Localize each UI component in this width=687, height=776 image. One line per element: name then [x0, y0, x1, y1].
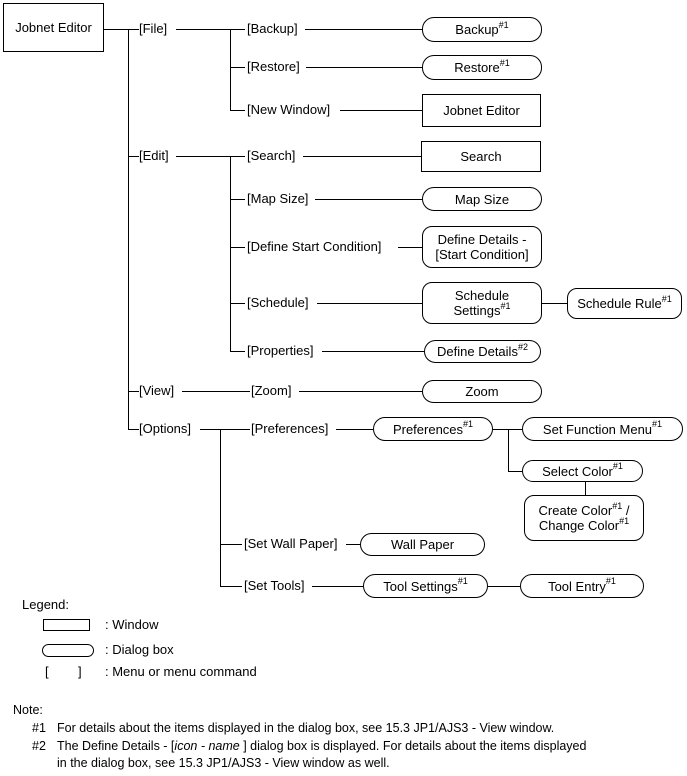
map-size-dialog-box [422, 187, 542, 211]
root-window-label: Jobnet Editor [15, 20, 92, 35]
menu-label-file: [File] [139, 21, 168, 36]
menu-label-map-size: [Map Size] [247, 191, 309, 206]
connector [312, 586, 363, 587]
connector [488, 586, 520, 587]
schedule-rule-dialog-box [567, 288, 682, 319]
dialog-label-line2: Settings$^{\#1}$ [453, 300, 511, 318]
connector [230, 29, 231, 110]
map-size-dialog-label: Map Size [454, 191, 510, 207]
zoom-dialog-box [422, 380, 542, 403]
connector [398, 247, 422, 248]
restore-dialog-label: Restore$^{\#1}$ [454, 57, 510, 75]
menu-label-edit: [Edit] [139, 148, 169, 163]
preferences-dialog-label: Preferences$^{\#1}$ [392, 419, 474, 437]
connector [128, 29, 129, 429]
dialog-label-line1: Create Color$^{\#1}$ / [538, 500, 630, 518]
dialog-label-line1: Schedule [454, 288, 510, 303]
connector [303, 156, 421, 157]
connector [182, 391, 250, 392]
tool-entry-dialog-box [520, 574, 644, 598]
connector [336, 429, 373, 430]
connector [230, 156, 231, 351]
menu-label-backup: [Backup] [247, 21, 298, 36]
connector [104, 29, 139, 30]
connector [230, 199, 245, 200]
connector [220, 544, 242, 545]
select-color-dialog-label: Select Color$^{\#1}$ [542, 461, 623, 479]
menu-label-zoom: [Zoom] [251, 383, 292, 398]
restore-dialog-box [422, 55, 542, 80]
backup-dialog-label: Backup$^{\#1}$ [455, 19, 509, 37]
connector [220, 429, 221, 586]
menu-label-preferences: [Preferences] [251, 421, 329, 436]
search-window-label: Search [460, 149, 502, 164]
tool-settings-dialog-box [363, 574, 488, 598]
define-details-start-condition-dialog-box [422, 226, 542, 268]
note-item2-text-line2: in the dialog box, see 15.3 JP1/AJS3 - View window as well. [57, 756, 390, 770]
note-title: Note: [13, 703, 43, 717]
legend-title: Legend: [22, 597, 69, 612]
connector [299, 391, 422, 392]
connector [230, 351, 245, 352]
menu-label-set-tools: [Set Tools] [244, 578, 305, 593]
legend-menu-label: : Menu or menu command [105, 664, 257, 679]
note-item2-text: The Define Details - [icon - name ] dialog box is displayed. For details about the items displayed [57, 739, 587, 753]
connector [305, 29, 422, 30]
connector [176, 29, 245, 30]
connector [322, 351, 424, 352]
root-window-box [3, 3, 104, 52]
wall-paper-dialog-label: Wall Paper [390, 537, 455, 552]
wall-paper-dialog-box [360, 533, 485, 556]
legend-window-shape [43, 619, 90, 631]
zoom-dialog-label: Zoom [465, 384, 499, 399]
connector [585, 482, 586, 495]
connector [230, 303, 245, 304]
legend-window-label: : Window [105, 617, 159, 632]
search-window-box [421, 141, 541, 172]
legend-dialog-shape [42, 644, 94, 657]
note-item1-marker: #1 [32, 721, 46, 735]
jobnet-editor-window-label: Jobnet Editor [443, 103, 520, 118]
menu-label-restore: [Restore] [247, 59, 300, 74]
set-function-menu-dialog-label: Set Function Menu$^{\#1}$ [542, 419, 663, 437]
connector [542, 303, 567, 304]
connector [128, 391, 139, 392]
dialog-label-line2: Change Color$^{\#1}$ [538, 515, 630, 533]
tool-settings-dialog-label: Tool Settings$^{\#1}$ [383, 576, 468, 594]
menu-label-schedule: [Schedule] [247, 295, 309, 310]
set-function-menu-dialog-box [522, 417, 683, 441]
jobnet-editor-window-box [422, 94, 541, 127]
connector [317, 303, 422, 304]
connector [220, 586, 242, 587]
define-details-dialog-box [424, 340, 541, 363]
connector [315, 199, 422, 200]
menu-label-properties: [Properties] [247, 343, 314, 358]
connector [346, 544, 360, 545]
tool-entry-dialog-label: Tool Entry$^{\#1}$ [548, 576, 616, 594]
connector [306, 67, 422, 68]
dialog-label-line1: Define Details - [437, 232, 527, 247]
dialog-label-line2: [Start Condition] [435, 247, 529, 262]
select-color-dialog-box [522, 460, 643, 482]
menu-label-search: [Search] [247, 148, 296, 163]
schedule-settings-dialog-box [422, 282, 542, 324]
legend-dialog-label: : Dialog box [105, 642, 174, 657]
connector [508, 429, 509, 471]
note-item2-marker: #2 [32, 739, 46, 753]
legend-bracket-close: ] [78, 664, 82, 679]
connector [128, 156, 139, 157]
menu-label-set-wall-paper: [Set Wall Paper] [244, 536, 338, 551]
connector [508, 471, 522, 472]
menu-label-define-start-condition: [Define Start Condition] [247, 239, 382, 254]
connector [340, 110, 422, 111]
connector [230, 67, 245, 68]
connector [176, 156, 245, 157]
menu-label-view: [View] [139, 383, 175, 398]
preferences-dialog-box [373, 417, 493, 441]
legend-bracket-open: [ [45, 664, 49, 679]
menu-label-options: [Options] [139, 421, 192, 436]
define-details-dialog-label: Define Details$^{\#2}$ [437, 341, 528, 359]
note-item1-text: For details about the items displayed in the dialog box, see 15.3 JP1/AJS3 - View window. [57, 721, 555, 735]
menu-label-new-window: [New Window] [247, 102, 331, 117]
connector [230, 110, 245, 111]
connector [230, 247, 245, 248]
schedule-rule-dialog-label: Schedule Rule$^{\#1}$ [577, 293, 672, 311]
connector [200, 429, 250, 430]
connector [128, 429, 139, 430]
create-change-color-dialog-box [524, 495, 644, 541]
backup-dialog-box [422, 17, 542, 42]
